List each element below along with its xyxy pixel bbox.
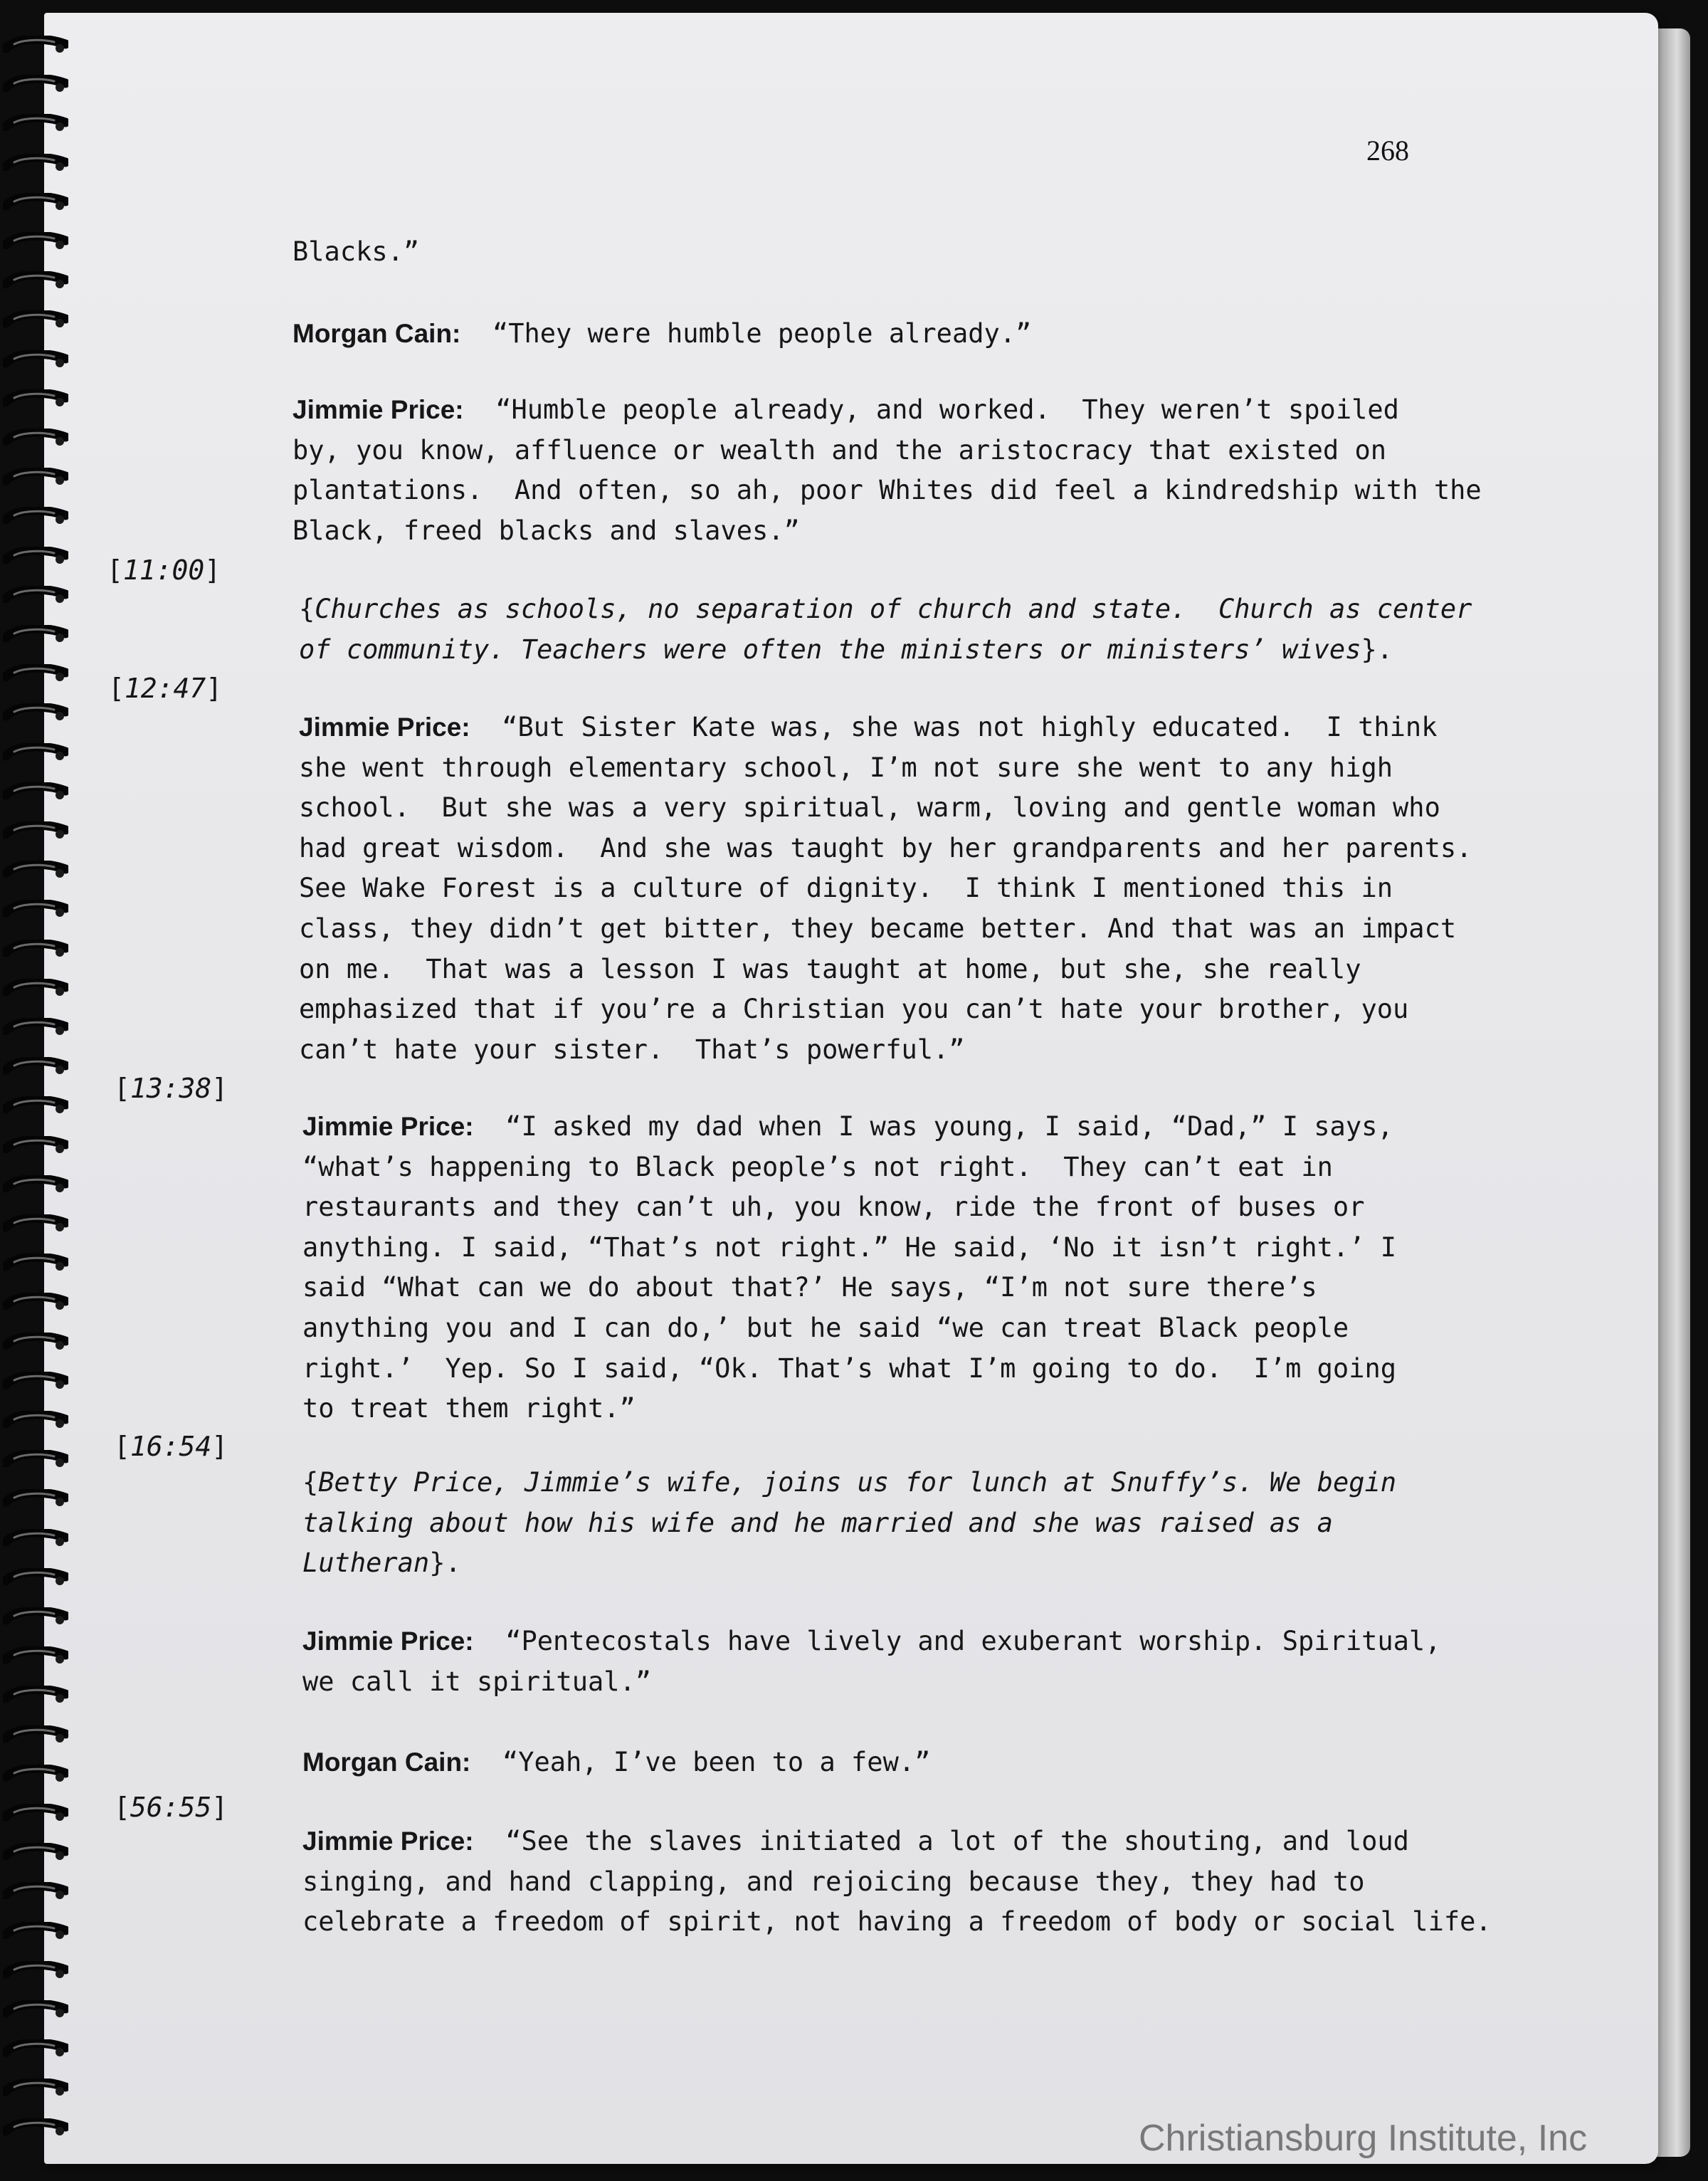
note-text: talking about how his wife and he married and she was raised as a: [302, 1507, 1333, 1538]
line-text: restaurants and they can’t uh, you know, ride the front of buses or: [302, 1192, 1365, 1223]
binding-coil: [3, 821, 68, 843]
line-text: “See the slaves initiated a lot of the shouting, and loud: [473, 1826, 1409, 1856]
line-text: singing, and hand clapping, and rejoicing because they, they had to: [302, 1866, 1365, 1897]
line-text: anything. I said, “That’s not right.” He said, ‘No it isn’t right.’ I: [302, 1231, 1397, 1263]
timestamp-marker: [56:55]: [114, 1792, 228, 1823]
text-line: [302, 1743, 930, 1783]
text-line: [299, 909, 1472, 950]
note-text: Churches as schools, no separation of church and state. Church as center: [315, 594, 1472, 624]
timestamp-value: 11:00: [122, 555, 205, 586]
binding-coil: [3, 1136, 68, 1157]
timestamp-value: 16:54: [130, 1431, 212, 1462]
binding-coil: [3, 468, 68, 489]
text-line: [302, 1389, 1396, 1429]
binding-coil: [3, 625, 68, 646]
line-text: “But Sister Kate was, she was not highly educated. I think: [470, 712, 1438, 742]
dialogue-paragraph: [299, 708, 1472, 1070]
binding-coil: [3, 1686, 68, 1707]
binding-coil: [3, 1214, 68, 1236]
speaker-name: Jimmie Price:: [299, 713, 470, 742]
text-line: [299, 630, 1472, 671]
text-line: [302, 1349, 1396, 1389]
text-line: [302, 1147, 1396, 1188]
binding-coil: [3, 2039, 68, 2061]
binding-coil: [3, 782, 68, 804]
note-text: of community. Teachers were often the ministers or ministers’ wives: [299, 634, 1361, 665]
page-number: 268: [1366, 135, 1409, 167]
line-text: }.: [1361, 634, 1393, 665]
text-line: [302, 1107, 1396, 1147]
binding-coil: [3, 232, 68, 253]
speaker-name: Jimmie Price:: [302, 1112, 474, 1141]
text-line: [302, 1503, 1396, 1544]
line-text: had great wisdom. And she was taught by her grandparents and her parents.: [299, 832, 1472, 863]
line-text: said “What can we do about that?’ He says, “I’m not sure there’s: [302, 1272, 1317, 1303]
binding-coil: [3, 1096, 68, 1118]
binding-coil: [3, 743, 68, 764]
text-line: [302, 1187, 1396, 1228]
binding-coil: [3, 703, 68, 725]
text-line: [292, 431, 1482, 471]
binding-coil: [3, 1961, 68, 1982]
speaker-name: Jimmie Price:: [302, 1827, 474, 1856]
binding-coil: [3, 1293, 68, 1314]
timestamp-marker: [12:47]: [108, 673, 223, 704]
text-line: [302, 1463, 1396, 1503]
text-line: [292, 511, 1482, 552]
text-line: [299, 868, 1472, 909]
line-text: anything you and I can do,’ but he said “we can treat Black people: [302, 1312, 1349, 1343]
line-text: {: [302, 1467, 319, 1498]
narrator-note: [299, 589, 1472, 670]
line-text: “I asked my dad when I was young, I said, “Dad,” I says,: [473, 1111, 1393, 1142]
binding-coil: [3, 271, 68, 293]
dialogue-paragraph: [302, 1107, 1396, 1429]
binding-coil: [3, 1765, 68, 1786]
text-line: [302, 1268, 1396, 1308]
dialogue-paragraph: [292, 390, 1482, 551]
text-line: [299, 829, 1472, 869]
binding-coil: [3, 114, 68, 135]
binding-coil: [3, 1411, 68, 1432]
binding-coil: [3, 1333, 68, 1354]
note-text: Betty Price, Jimmie’s wife, joins us for lunch at Snuffy’s. We begin: [318, 1467, 1397, 1498]
binding-coil: [3, 664, 68, 685]
speaker-name: Morgan Cain:: [302, 1748, 471, 1777]
binding-coil: [3, 429, 68, 450]
text-line: [302, 1228, 1396, 1268]
watermark: Christiansburg Institute, Inc: [1139, 2118, 1588, 2159]
dialogue-paragraph: [302, 1743, 930, 1783]
binding-coil: [3, 1843, 68, 1864]
binding-coil: [3, 1922, 68, 1943]
binding-coil: [3, 389, 68, 411]
text-line: [292, 471, 1482, 511]
line-text: school. But she was a very spiritual, warm, loving and gentle woman who: [299, 792, 1440, 824]
binding-coil: [3, 1489, 68, 1510]
text-line: [299, 950, 1472, 990]
line-text: “what’s happening to Black people’s not right. They can’t eat in: [302, 1151, 1333, 1182]
binding-coil: [3, 350, 68, 372]
text-line: [299, 748, 1472, 789]
binding-coil: [3, 586, 68, 607]
binding-coil: [3, 1372, 68, 1393]
dialogue-paragraph: [302, 1822, 1492, 1943]
text-line: [299, 788, 1472, 829]
binding-coil: [3, 979, 68, 1000]
text-line: [302, 1543, 1396, 1584]
timestamp-value: 13:38: [130, 1073, 212, 1104]
line-text: {: [299, 594, 315, 624]
line-text: emphasized that if you’re a Christian you can’t hate your brother, you: [299, 994, 1409, 1025]
line-text: celebrate a freedom of spirit, not having a freedom of body or social life.: [302, 1906, 1492, 1938]
text-line: [302, 1622, 1440, 1662]
line-text: “Yeah, I’ve been to a few.”: [470, 1747, 931, 1777]
binding-coil: [3, 2078, 68, 2100]
text-line: [299, 1030, 1472, 1071]
text-line: [302, 1822, 1492, 1862]
narrator-note: [302, 1463, 1396, 1584]
line-text: right.’ Yep. So I said, “Ok. That’s what I’m going to do. I’m going: [302, 1352, 1397, 1384]
text-line: [292, 390, 1482, 431]
text-line: [299, 989, 1472, 1030]
binding-coil: [3, 1607, 68, 1629]
text-line: [302, 1862, 1492, 1903]
text-line: [292, 314, 1031, 354]
line-text: can’t hate your sister. That’s powerful.”: [299, 1034, 965, 1065]
binding-coil: [3, 2000, 68, 2022]
timestamp-marker: [16:54]: [114, 1431, 228, 1462]
binding-coil: [3, 2118, 68, 2140]
binding-coil: [3, 900, 68, 921]
binding-coil: [3, 1882, 68, 1903]
line-text: plantations. And often, so ah, poor Whites did feel a kindredship with the: [292, 475, 1482, 506]
line-text: to treat them right.”: [302, 1393, 636, 1424]
binding-coil: [3, 940, 68, 961]
note-text: Lutheran: [302, 1547, 430, 1579]
dialogue-paragraph: [302, 1622, 1440, 1702]
line-text: on me. That was a lesson I was taught at home, but she, she really: [299, 953, 1361, 984]
binding-coil: [3, 1018, 68, 1039]
text-line: [302, 1308, 1396, 1349]
line-text: Blacks.”: [292, 236, 420, 267]
binding-coil: [3, 36, 68, 57]
line-text: we call it spiritual.”: [302, 1666, 652, 1697]
binding-coil: [3, 75, 68, 96]
text-line: [292, 232, 419, 273]
text-line: [299, 589, 1472, 630]
binding-coil: [3, 1254, 68, 1275]
binding-coil: [3, 507, 68, 528]
timestamp-marker: [13:38]: [114, 1073, 228, 1104]
binding-coil: [3, 310, 68, 332]
line-text: by, you know, affluence or wealth and the aristocracy that existed on: [292, 434, 1387, 466]
binding-coil: [3, 1057, 68, 1078]
binding-coil: [3, 1568, 68, 1589]
line-text: “Humble people already, and worked. They weren’t spoiled: [463, 394, 1399, 425]
binding-coil: [3, 547, 68, 568]
binding-coil: [3, 1804, 68, 1825]
text-line: [302, 1662, 1440, 1703]
binding-coil: [3, 1450, 68, 1471]
speaker-name: Jimmie Price:: [302, 1626, 474, 1656]
timestamp-value: 56:55: [130, 1792, 212, 1823]
line-text: }.: [429, 1547, 461, 1579]
timestamp-marker: [11:00]: [107, 555, 221, 586]
text-line: [302, 1902, 1492, 1943]
binding-coil: [3, 193, 68, 214]
speaker-name: Jimmie Price:: [292, 395, 464, 424]
line-text: Black, freed blacks and slaves.”: [292, 515, 800, 546]
line-text: “Pentecostals have lively and exuberant worship. Spiritual,: [473, 1626, 1441, 1656]
timestamp-value: 12:47: [124, 673, 206, 704]
binding-coil: [3, 1725, 68, 1747]
line-text: class, they didn’t get bitter, they became better. And that was an impact: [299, 913, 1457, 944]
dialogue-paragraph: [292, 314, 1031, 354]
binding-coil: [3, 1646, 68, 1668]
binding-coil: [3, 154, 68, 175]
binding-coil: [3, 1175, 68, 1197]
binding-coil: [3, 861, 68, 882]
line-text: she went through elementary school, I’m not sure she went to any high: [299, 752, 1393, 783]
dialogue-paragraph: [292, 232, 419, 273]
line-text: “They were humble people already.”: [460, 318, 1032, 349]
binding-coil: [3, 1529, 68, 1550]
text-line: [299, 708, 1472, 748]
line-text: See Wake Forest is a culture of dignity. I think I mentioned this in: [299, 873, 1393, 904]
speaker-name: Morgan Cain:: [292, 319, 461, 348]
